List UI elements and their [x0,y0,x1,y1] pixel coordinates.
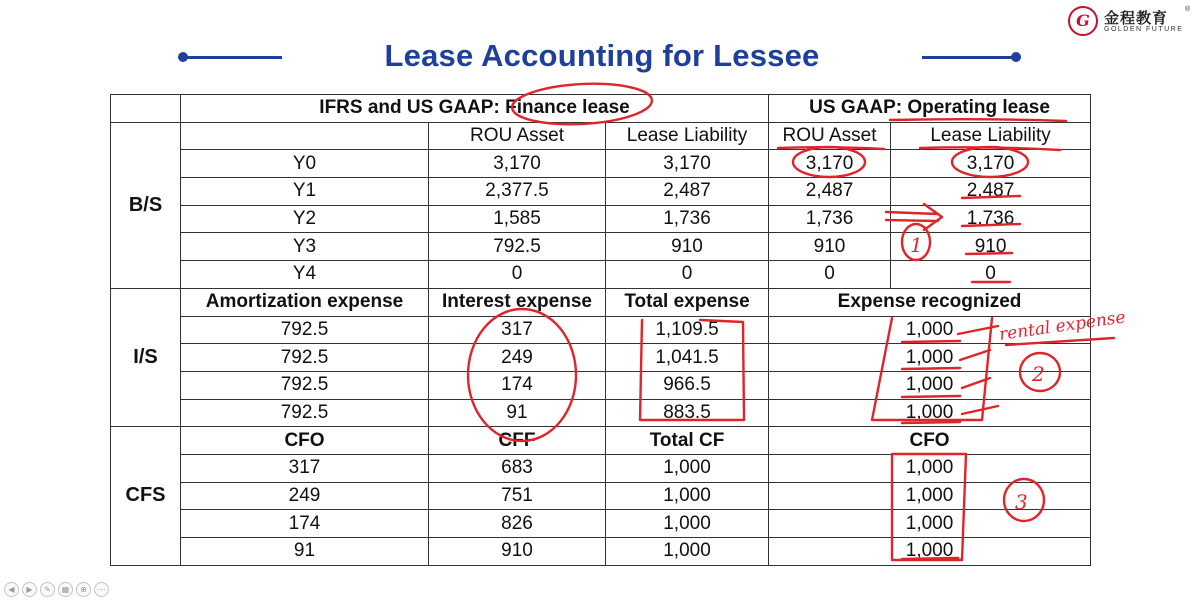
table-cell: CFO [769,427,1091,455]
table-cell: 0 [429,261,606,289]
table-cell: 910 [891,233,1091,261]
cfs-column-header-row [111,427,1091,455]
table-cell: 2,377.5 [429,178,606,206]
table-cell: CFF [429,427,606,455]
table-cell: Y1 [181,178,429,206]
table-cell: 1,736 [891,205,1091,233]
note-2-text: 2 [1032,362,1045,386]
table-cell: 174 [181,510,429,538]
table-cell: 1,736 [769,205,891,233]
table-cell: 174 [429,371,606,399]
table-header-row [111,95,1091,123]
slides-grid-icon[interactable]: ▦ [58,582,73,597]
next-slide-icon[interactable]: ▶ [22,582,37,597]
table-cell: 91 [181,538,429,566]
table-cell: 1,000 [606,510,769,538]
table-cell: 966.5 [606,371,769,399]
title-dot-left [178,52,188,62]
finance-lease-header: IFRS and US GAAP: Finance lease [181,95,769,123]
table-row [111,316,1091,344]
table-row [111,510,1091,538]
table-cell: Total CF [606,427,769,455]
table-cell: 1,000 [769,538,1091,566]
table-cell: 910 [429,538,606,566]
table-cell: 0 [769,261,891,289]
slide-toolbar [4,582,109,598]
table-cell: 1,000 [769,454,1091,482]
table-cell: 1,000 [769,482,1091,510]
table-cell: 91 [429,399,606,427]
table-cell: 0 [891,261,1091,289]
zoom-icon[interactable]: ⊕ [76,582,91,597]
table-cell: 1,000 [606,538,769,566]
table-cell: Y3 [181,233,429,261]
table-cell: 317 [429,316,606,344]
rental-expense-text: rental expense [997,307,1127,345]
table-cell: 792.5 [181,399,429,427]
table-cell: 792.5 [181,316,429,344]
table-cell: Lease Liability [891,122,1091,150]
logo-seal-icon: G [1068,6,1098,36]
logo-english-name: GOLDEN FUTURE [1104,26,1184,33]
table-cell: 249 [429,344,606,372]
cfs-section-label: CFS [111,427,181,565]
table-cell: 1,000 [769,510,1091,538]
table-cell: 1,000 [606,454,769,482]
table-cell: ROU Asset [769,122,891,150]
is-section-label: I/S [111,288,181,426]
table-cell: 792.5 [429,233,606,261]
operating-lease-header: US GAAP: Operating lease [769,95,1091,123]
table-cell: 792.5 [181,344,429,372]
table-row [111,205,1091,233]
title-line-right [922,56,1016,59]
table-row [111,344,1091,372]
table-cell: CFO [181,427,429,455]
table-row [111,150,1091,178]
table-cell: Expense recognized [769,288,1091,316]
table-cell: 0 [606,261,769,289]
table-cell: 826 [429,510,606,538]
note-1-text: 1 [910,233,923,257]
table-cell: Amortization expense [181,288,429,316]
table-cell: 1,109.5 [606,316,769,344]
table-cell: 683 [429,454,606,482]
table-cell: 751 [429,482,606,510]
title-line-left [182,56,282,59]
table-cell: 1,736 [606,205,769,233]
table-row [111,538,1091,566]
table-cell: 1,000 [769,371,1091,399]
table-cell: 1,000 [769,399,1091,427]
table-cell: 3,170 [606,150,769,178]
note-3-text: 3 [1015,490,1028,514]
table-cell: 1,000 [606,482,769,510]
table-cell: 792.5 [181,371,429,399]
table-row [111,454,1091,482]
table-cell: 1,000 [769,316,1091,344]
table-cell: 1,585 [429,205,606,233]
table-row [111,233,1091,261]
table-cell: ROU Asset [429,122,606,150]
table-cell: Lease Liability [606,122,769,150]
table-row [111,178,1091,206]
is-column-header-row [111,288,1091,316]
pen-tool-icon[interactable]: ✎ [40,582,55,597]
bs-year-header-cell [181,122,429,150]
title-dot-right [1011,52,1021,62]
table-cell: 2,487 [891,178,1091,206]
logo-chinese-name: 金程教育 [1104,9,1169,27]
page-title: Lease Accounting for Lessee [384,38,820,73]
table-cell: 910 [769,233,891,261]
bs-section-label: B/S [111,122,181,288]
table-cell: 910 [606,233,769,261]
table-cell: Y2 [181,205,429,233]
table-cell: 1,000 [769,344,1091,372]
table-cell: 3,170 [429,150,606,178]
bs-column-header-row [111,122,1091,150]
previous-slide-icon[interactable]: ◀ [4,582,19,597]
table-cell: 2,487 [606,178,769,206]
table-cell: Interest expense [429,288,606,316]
table-cell: 317 [181,454,429,482]
more-options-icon[interactable]: ⋯ [94,582,109,597]
brand-logo [1068,4,1196,38]
table-cell: Y0 [181,150,429,178]
logo-registered-mark: ® [1185,6,1191,13]
table-cell: 3,170 [769,150,891,178]
table-cell: Total expense [606,288,769,316]
table-cell: 3,170 [891,150,1091,178]
table-row [111,482,1091,510]
table-row [111,261,1091,289]
table-cell: 883.5 [606,399,769,427]
table-row [111,371,1091,399]
table-row [111,399,1091,427]
table-cell: Y4 [181,261,429,289]
table-cell: 1,041.5 [606,344,769,372]
table-cell: 249 [181,482,429,510]
corner-cell [111,95,181,123]
lease-table [110,94,1091,566]
table-cell: 2,487 [769,178,891,206]
